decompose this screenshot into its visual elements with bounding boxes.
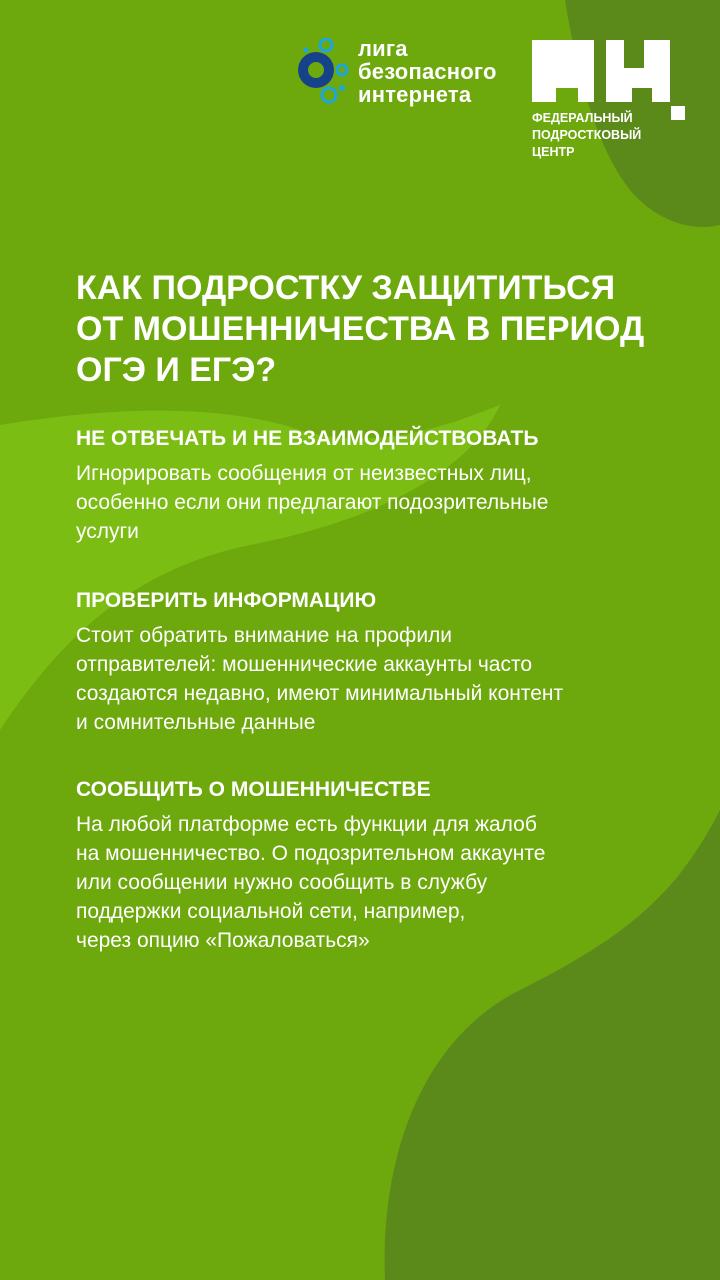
body-line: через опцию «Пожаловаться» [76, 929, 370, 952]
body-line: поддержки социальной сети, например, [76, 900, 466, 923]
liga-line-2: безопасного [358, 59, 497, 84]
title-line-3: ОГЭ И ЕГЭ? [76, 351, 277, 389]
body-line: или сообщении нужно сообщить в службу [76, 871, 488, 894]
liga-line-1: лига [358, 36, 408, 61]
section-body [76, 621, 686, 737]
body-line: отправителей: мошеннические аккаунты часто [76, 653, 533, 676]
liga-molecule-icon [294, 38, 358, 108]
fpc-line-3: ЦЕНТР [532, 145, 575, 159]
section-do-not-respond [76, 425, 686, 546]
fpc-line-2: ПОДРОСТКОВЫЙ [532, 128, 642, 142]
body-line: особенно если они предлагают подозрительные [76, 491, 549, 514]
liga-line-3: интернета [358, 82, 472, 107]
title-line-1: КАК ПОДРОСТКУ ЗАЩИТИТЬСЯ [76, 269, 616, 307]
section-heading: НЕ ОТВЕЧАТЬ И НЕ ВЗАИМОДЕЙСТВОВАТЬ [76, 427, 539, 450]
liga-logo [294, 38, 504, 108]
section-body [76, 810, 686, 955]
body-line: и сомнительные данные [76, 711, 316, 734]
section-heading: СООБЩИТЬ О МОШЕННИЧЕСТВЕ [76, 778, 431, 801]
section-report-fraud [76, 776, 686, 955]
body-line: Стоит обратить внимание на профили [76, 624, 453, 647]
body-line: Игнорировать сообщения от неизвестных лиц, [76, 462, 532, 485]
title-line-2: ОТ МОШЕННИЧЕСТВА В ПЕРИОД [76, 310, 645, 348]
section-check-information [76, 587, 686, 737]
fpc-line-1: ФЕДЕРАЛЬНЫЙ [532, 111, 633, 125]
body-line: На любой платформе есть функции для жалоб [76, 813, 537, 836]
body-line: услуги [76, 520, 139, 543]
body-line: создаются недавно, имеют минимальный контент [76, 682, 564, 705]
federal-center-logo [532, 38, 692, 158]
fpc-wordmark [532, 110, 641, 161]
liga-wordmark [358, 38, 497, 107]
section-body [76, 459, 686, 546]
section-heading: ПРОВЕРИТЬ ИНФОРМАЦИЮ [76, 589, 377, 612]
body-line: на мошенничество. О подозрительном аккаунте [76, 842, 546, 865]
page-title [76, 268, 676, 391]
